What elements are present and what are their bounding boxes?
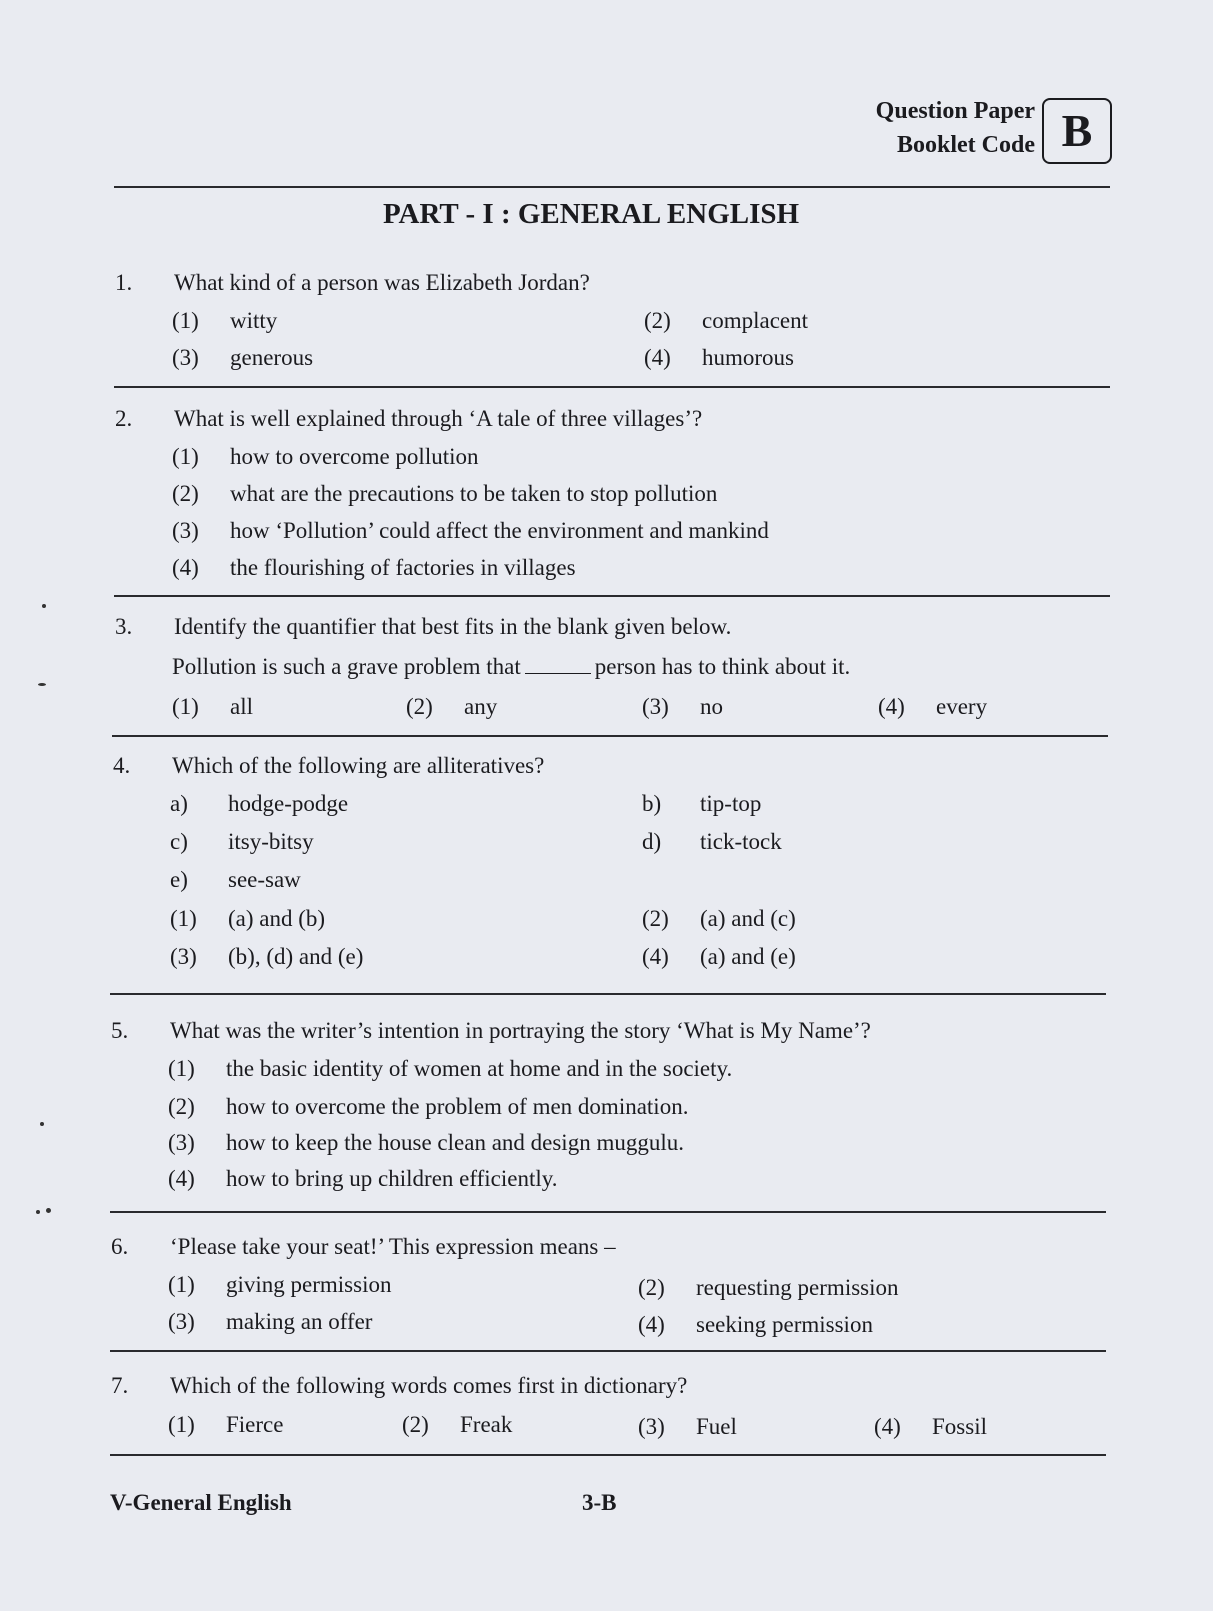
option-text: requesting permission [696, 1275, 899, 1300]
option-number: (4) [638, 1312, 665, 1337]
option-number: (3) [172, 518, 199, 543]
option-number: (3) [168, 1309, 195, 1334]
item-letter: a) [170, 791, 188, 816]
question-divider [112, 735, 1108, 737]
option-text: making an offer [226, 1309, 373, 1334]
sentence-after-blank: person has to think about it. [594, 654, 851, 679]
option-number: (1) [168, 1412, 195, 1437]
option-number: (4) [878, 694, 905, 719]
option-text: the basic identity of women at home and in the society. [226, 1056, 733, 1081]
question-sentence [172, 653, 850, 680]
option-1 [168, 1056, 732, 1082]
option-text: no [700, 694, 723, 719]
item-d [642, 829, 782, 855]
option-number: (2) [638, 1275, 665, 1300]
option-1 [168, 1272, 391, 1298]
option-2 [644, 308, 808, 334]
scan-speck [40, 1122, 44, 1126]
item-text: tip-top [700, 791, 762, 816]
scan-speck [42, 604, 46, 608]
option-text: (b), (d) and (e) [228, 944, 364, 969]
option-number: (4) [642, 944, 669, 969]
option-text: all [230, 694, 253, 719]
question-divider [114, 386, 1110, 388]
question-text: What was the writer’s intention in portraying the story ‘What is My Name’? [170, 1018, 871, 1043]
question-number: 3. [115, 614, 133, 639]
footer-subject: V-General English [110, 1490, 292, 1515]
option-3 [168, 1309, 372, 1335]
option-1 [170, 906, 325, 932]
question-number: 1. [115, 270, 133, 295]
option-3 [172, 518, 769, 544]
option-3 [170, 944, 363, 970]
item-b [642, 791, 761, 817]
booklet-code-label [876, 94, 1035, 162]
option-2 [168, 1094, 688, 1120]
option-number: (2) [402, 1412, 429, 1437]
question-number: 6. [111, 1234, 129, 1259]
question-number: 5. [111, 1018, 129, 1043]
option-number: (3) [170, 944, 197, 969]
option-text: seeking permission [696, 1312, 873, 1337]
option-4 [638, 1312, 873, 1338]
option-number: (3) [638, 1414, 665, 1439]
item-letter: d) [642, 829, 662, 854]
option-2 [406, 694, 497, 720]
option-number: (2) [172, 481, 199, 506]
question-text: What is well explained through ‘A tale of three villages’? [174, 406, 703, 431]
item-text: tick-tock [700, 829, 782, 854]
option-2 [402, 1412, 512, 1438]
item-text: itsy-bitsy [228, 829, 314, 854]
question-text: Which of the following words comes first in dictionary? [170, 1373, 688, 1398]
option-2 [642, 906, 796, 932]
option-number: (1) [168, 1272, 195, 1297]
item-text: see-saw [228, 867, 301, 892]
option-number: (1) [172, 694, 199, 719]
question-number: 2. [115, 406, 133, 431]
sentence-before-blank: Pollution is such a grave problem that [172, 654, 521, 679]
page-title: PART - I : GENERAL ENGLISH [383, 198, 800, 230]
question-divider [110, 1211, 1106, 1213]
question-divider [114, 595, 1110, 597]
item-c [170, 829, 314, 855]
option-text: Fierce [226, 1412, 284, 1437]
option-2 [638, 1275, 899, 1301]
option-3 [642, 694, 723, 720]
option-number: (4) [874, 1414, 901, 1439]
option-1 [172, 694, 253, 720]
scan-speck [38, 683, 46, 686]
option-number: (3) [642, 694, 669, 719]
option-number: (1) [172, 308, 199, 333]
option-3 [638, 1414, 737, 1440]
option-number: (1) [168, 1056, 195, 1081]
question-text: Which of the following are alliteratives? [172, 753, 545, 778]
question-number: 4. [113, 753, 131, 778]
item-letter: c) [170, 829, 188, 854]
option-text: (a) and (b) [228, 906, 326, 931]
option-4 [168, 1166, 558, 1192]
option-text: complacent [702, 308, 809, 333]
option-text: (a) and (e) [700, 944, 796, 969]
option-1 [172, 444, 479, 470]
option-text: how to overcome pollution [230, 444, 479, 469]
option-text: every [936, 694, 988, 719]
question-number: 7. [111, 1373, 129, 1398]
option-text: how to bring up children efficiently. [226, 1166, 558, 1191]
option-number: (2) [168, 1094, 195, 1119]
option-text: Freak [460, 1412, 513, 1437]
option-text: Fuel [696, 1414, 737, 1439]
option-number: (2) [644, 308, 671, 333]
option-2 [172, 481, 717, 507]
option-text: giving permission [226, 1272, 392, 1297]
booklet-code-box: B [1042, 98, 1112, 164]
scan-speck [46, 1208, 51, 1213]
option-number: (2) [642, 906, 669, 931]
option-3 [172, 345, 313, 371]
question-text: ‘Please take your seat!’ This expression means – [170, 1234, 616, 1259]
option-3 [168, 1130, 684, 1156]
option-number: (3) [172, 345, 199, 370]
option-text: witty [230, 308, 278, 333]
item-a [170, 791, 348, 817]
option-text: Fossil [932, 1414, 987, 1439]
option-number: (4) [168, 1166, 195, 1191]
option-text: humorous [702, 345, 794, 370]
option-4 [642, 944, 796, 970]
header-divider [114, 186, 1110, 188]
option-text: any [464, 694, 498, 719]
option-number: (2) [406, 694, 433, 719]
question-divider [110, 1350, 1106, 1352]
option-number: (1) [170, 906, 197, 931]
question-divider [110, 993, 1106, 995]
option-4 [644, 345, 794, 371]
booklet-code-label-line2: Booklet Code [897, 132, 1035, 158]
footer-page-number: 3-B [582, 1490, 617, 1515]
scan-speck [36, 1210, 40, 1214]
option-number: (4) [172, 555, 199, 580]
option-text: what are the precautions to be taken to stop pollution [230, 481, 718, 506]
option-text: the flourishing of factories in villages [230, 555, 576, 580]
option-number: (3) [168, 1130, 195, 1155]
item-e [170, 867, 301, 893]
option-text: how to overcome the problem of men domination. [226, 1094, 689, 1119]
option-4 [874, 1414, 987, 1440]
option-number: (4) [644, 345, 671, 370]
option-text: (a) and (c) [700, 906, 796, 931]
question-divider [110, 1454, 1106, 1456]
item-letter: e) [170, 867, 188, 892]
question-text: Identify the quantifier that best fits in the blank given below. [174, 614, 732, 639]
option-text: how to keep the house clean and design muggulu. [226, 1130, 684, 1155]
option-4 [172, 555, 576, 581]
booklet-code-label-line1: Question Paper [875, 98, 1035, 124]
option-number: (1) [172, 444, 199, 469]
fill-in-blank [525, 653, 591, 674]
option-1 [168, 1412, 283, 1438]
item-letter: b) [642, 791, 662, 816]
question-text: What kind of a person was Elizabeth Jordan? [174, 270, 590, 295]
item-text: hodge-podge [228, 791, 349, 816]
option-1 [172, 308, 277, 334]
option-4 [878, 694, 987, 720]
option-text: generous [230, 345, 314, 370]
option-text: how ‘Pollution’ could affect the environment and mankind [230, 518, 769, 543]
